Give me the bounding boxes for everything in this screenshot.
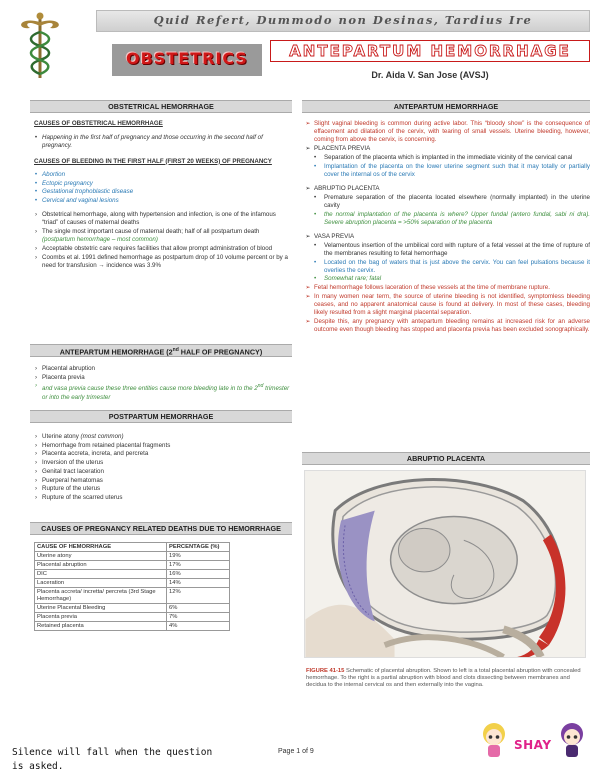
antepartum-list	[30, 365, 292, 402]
arrow-bullet-icon: ›	[34, 373, 38, 381]
bleeding-list	[30, 171, 292, 205]
obstetrical-hemorrhage-body	[30, 120, 292, 271]
list-item: ➢ ABRUPTIO PLACENTA	[305, 184, 380, 192]
postpartum-list	[30, 433, 292, 503]
arrow-bullet-icon: ➢	[305, 284, 311, 292]
abruptio-placenta-figure	[304, 470, 586, 658]
section-heading-abruptio-figure: ABRUPTIO PLACENTA	[302, 452, 590, 465]
arrow-bullet-icon: ›	[34, 441, 38, 449]
arrow-bullet-icon: ›	[34, 450, 38, 458]
arrow-bullet-icon: ›	[34, 211, 38, 219]
page-title: ANTEPARTUM HEMORRHAGE	[270, 40, 590, 62]
list-item: › Placental abruption	[30, 365, 292, 373]
bullet-icon: •	[34, 196, 38, 204]
section-heading-antepartum-right: ANTEPARTUM HEMORRHAGE	[302, 100, 590, 113]
causes-title: CAUSES OF OBSTETRICAL HEMORRHAGE	[34, 120, 163, 127]
arrow-bullet-icon: ›	[34, 244, 38, 252]
arrow-bullet-icon: ›	[34, 493, 38, 501]
table-row: Placenta accreta/ incretta/ percreta (3rd Stage Hemorrhage) 12%	[35, 588, 230, 604]
arrow-bullet-icon: ›	[34, 253, 38, 261]
table-row: DIC 16%	[35, 570, 230, 579]
arrow-bullet-icon: ➢	[305, 145, 311, 153]
list-item: › Coombs et al. 1991 defined hemorrhage as postpartum drop of 10 volume percent or by a need for transfusion → incidence was 3.9%	[30, 254, 292, 270]
list-item: ➢ Slight vaginal bleeding is common during active labor. This “bloody show” is the consequence of effacement and dilatation of the cervix, with tearing of small vessels. Uterine bleeding, however, coming from above the cervix, is concerning.	[305, 120, 590, 144]
list-item: ➢ PLACENTA PREVIA	[305, 145, 371, 153]
bullet-icon: •	[314, 162, 317, 170]
antepartum-body	[302, 120, 590, 335]
arrow-bullet-icon: ›	[34, 467, 38, 475]
list-item: › Uterine atony (most common)	[30, 433, 292, 441]
hemorrhage-deaths-table	[34, 542, 230, 631]
arrow-bullet-icon: ➢	[305, 120, 311, 127]
column-header: PERCENTAGE (%)	[167, 543, 230, 552]
list-item: › Placenta previa	[30, 374, 292, 382]
list-item: › Placenta accreta, increta, and percreta	[30, 450, 292, 458]
subject-banner	[112, 44, 262, 76]
table-row: Uterine atony 19%	[35, 552, 230, 561]
column-header: CAUSE OF HEMORRHAGE	[35, 543, 167, 552]
arrow-bullet-icon: ›	[34, 228, 38, 236]
section-heading-deaths: CAUSES OF PREGNANCY RELATED DEATHS DUE TO HEMORRHAGE	[30, 522, 292, 535]
bullet-icon: •	[314, 275, 317, 283]
bleeding-title: CAUSES OF BLEEDING IN THE FIRST HALF (FIRST 20 WEEKS) OF PREGNANCY	[34, 157, 272, 165]
bullet-icon: •	[34, 134, 38, 142]
list-item: › Genital tract laceration	[30, 468, 292, 476]
sub-list-item: • the normal implantation of the placenta is where? Upper fundal (antero fundal, sabi ni dra). Severe abruption placenta = >50% separation of the placenta	[314, 210, 590, 226]
author: Dr. Aida V. San Jose (AVSJ)	[371, 70, 489, 80]
sub-list-item: • Implantation of the placenta on the lower uterine segment such that it may totally or partially cover the internal os of the cervix	[314, 162, 590, 178]
section-heading-obstetrical-hemorrhage: OBSTETRICAL HEMORRHAGE	[30, 100, 292, 113]
list-item: › Rupture of the scarred uterus	[30, 494, 292, 502]
list-item: › and vasa previa cause these three entities cause more bleeding late in to the 2nd trimester or into the early trimester	[30, 382, 292, 401]
list-item: ➢ Despite this, any pregnancy with antepartum bleeding remains at increased risk for an adverse outcome even though bleeding has stopped and placenta previa has been excluded sonographically.	[305, 317, 590, 334]
motto: Quid Refert, Dummodo non Desinas, Tardius Ire	[153, 13, 533, 27]
table-row: Placental abruption 17%	[35, 561, 230, 570]
list-item: ➢ Fetal hemorrhage follows laceration of these vessels at the time of membrane rupture.	[305, 284, 550, 292]
chibi-mascot-right-icon	[556, 720, 588, 760]
list-item: ➢ VASA PREVIA	[305, 232, 355, 240]
table-row: Retained placenta 4%	[35, 622, 230, 631]
arrow-bullet-icon: ➢	[305, 292, 311, 300]
notes-list	[30, 211, 292, 270]
section-heading-postpartum: POSTPARTUM HEMORRHAGE	[30, 410, 292, 423]
arrow-bullet-icon: ›	[34, 459, 38, 467]
list-item: • Ectopic pregnancy	[30, 180, 292, 188]
section-heading-antepartum: ANTEPARTUM HEMORRHAGE (2nd HALF OF PREGNANCY)	[30, 344, 292, 357]
motto-bar	[96, 10, 590, 32]
list-item: ➢ In many women near term, the source of uterine bleeding is not identified, symptomless bleeding ceases, and no apparent anatomical cause is found at delivery. In most of these cases, bleeding likely resulted from a slight marginal placental separation.	[305, 292, 590, 317]
arrow-bullet-icon: ➢	[305, 184, 311, 192]
list-item: › Hemorrhage from retained placental fragments	[30, 442, 292, 450]
signature: SHAY	[514, 738, 552, 752]
green-note: (postpartum hemorrhage – most common)	[42, 236, 158, 244]
list-item: • Gestational trophoblastic disease	[30, 188, 292, 196]
list-item: › Puerperal hematomas	[30, 477, 292, 485]
bullet-icon: •	[314, 258, 317, 266]
sub-list-item: • Separation of the placenta which is implanted in the immediate vicinity of the cervical canal	[314, 153, 573, 161]
list-item: › Rupture of the uterus	[30, 485, 292, 493]
bullet-icon: •	[314, 193, 317, 201]
arrow-bullet-icon: ➢	[305, 317, 311, 325]
list-item: • Cervical and vaginal lesions	[30, 197, 292, 205]
sub-list-item: • Premature separation of the placenta located elsewhere (normally implanted) in the uterine cavity	[314, 193, 590, 209]
arrow-bullet-icon: ›	[34, 365, 38, 372]
chibi-mascot-left-icon	[478, 720, 510, 760]
causes-item-text: Happening in the first half of pregnancy and those occurring in the second half of pregnancy.	[42, 134, 263, 150]
page-number: Page 1 of 9	[278, 748, 314, 755]
arrow-bullet-icon: ➢	[305, 232, 311, 240]
table-row: Uterine Placental Bleeding 6%	[35, 604, 230, 613]
caduceus-icon	[10, 10, 70, 80]
sub-list-item: • Located on the bag of waters that is just above the cervix. You can feel pulsations because it overlies the cervix.	[314, 258, 590, 274]
arrow-bullet-icon: ›	[34, 476, 38, 484]
arrow-bullet-icon: ›	[34, 485, 38, 493]
bullet-icon: •	[314, 153, 317, 161]
footer-quote: Silence will fall when the question is asked.	[12, 747, 213, 772]
figure-caption: FIGURE 41-15 Schematic of placental abruption. Shown to left is a total placental abruption with concealed hemorrhage. To the right is a partial abruption with blood and clots dissecting between membranes and decidua to the internal cervical os and then externally into the vagina.	[306, 668, 581, 688]
list-item: › Obstetrical hemorrhage, along with hypertension and infection, is one of the infamous “triad” of causes of maternal deaths	[30, 211, 292, 227]
bullet-icon: •	[34, 179, 38, 187]
table-header-row	[35, 543, 230, 552]
sub-list-item: • Somewhat rare; fatal	[314, 275, 382, 283]
list-item: › The single most important cause of maternal death; half of all postpartum death (postpartum hemorrhage – most common)	[30, 228, 292, 244]
list-item: › Inversion of the uterus	[30, 459, 292, 467]
bullet-icon: •	[314, 210, 317, 218]
bullet-icon: •	[314, 241, 317, 249]
subject-title: OBSTETRICS	[126, 49, 248, 68]
arrow-bullet-icon: ›	[34, 382, 38, 390]
list-item: • Abortion	[30, 171, 292, 179]
arrow-bullet-icon: ›	[34, 433, 38, 440]
bullet-icon: •	[34, 170, 38, 178]
bullet-icon: •	[34, 188, 38, 196]
list-item: › Acceptable obstetric care requires facilities that allow prompt administration of blood	[30, 245, 292, 253]
sub-list-item: • Velamentous insertion of the umbilical cord with rupture of a fetal vessel at the time of rupture of the membranes resulting to fetal hemorrhage	[314, 241, 590, 257]
list-item	[30, 134, 292, 150]
table-row: Placenta previa 7%	[35, 613, 230, 622]
table-row: Laceration 14%	[35, 579, 230, 588]
